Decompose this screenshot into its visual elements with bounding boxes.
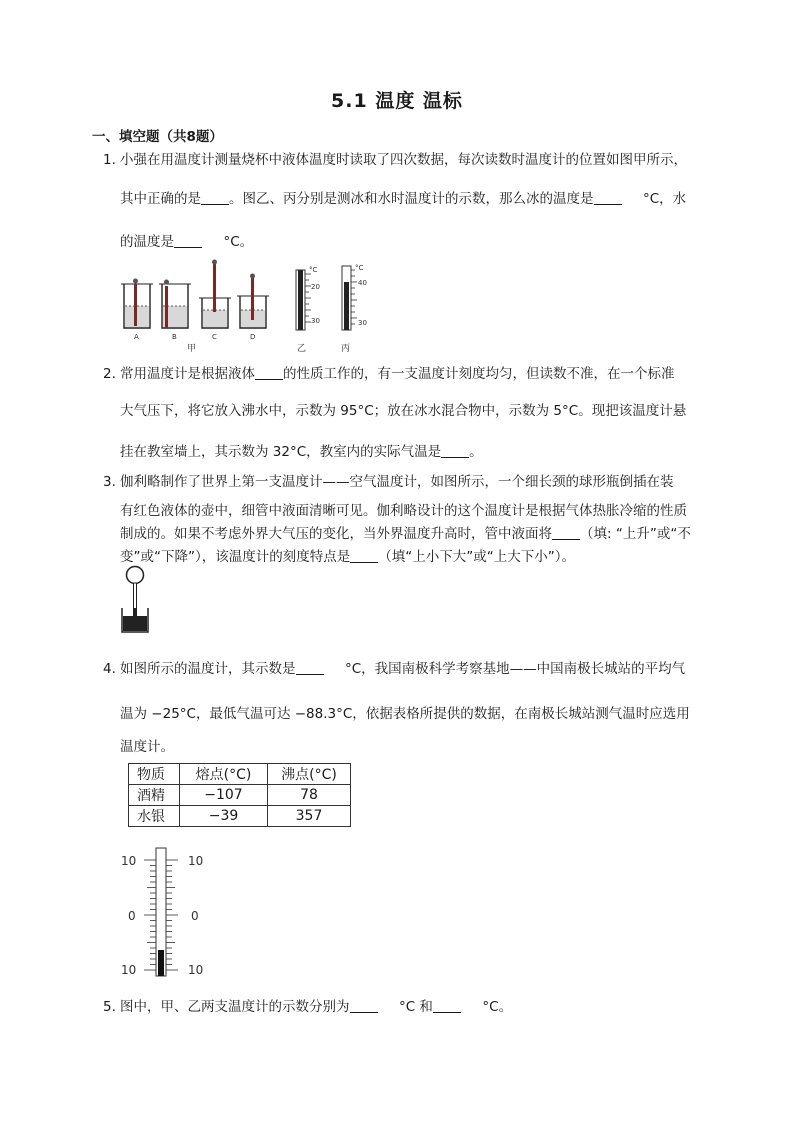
table-cell: 78 (268, 785, 351, 806)
question-5-number: 5. (103, 999, 116, 1015)
thermometer-yi-unit: °C (309, 266, 318, 274)
answer-blank[interactable] (174, 233, 202, 248)
question-3-line-1: 3. 伽利略制作了世界上第一支温度计——空气温度计，如图所示，一个细长颈的球形瓶倒插在装 (103, 474, 674, 490)
beaker-label-b: B (172, 333, 177, 341)
table-cell: 酒精 (129, 785, 180, 806)
table-cell: 水银 (129, 806, 180, 827)
answer-blank[interactable] (594, 190, 622, 205)
figure-label-jia: 甲 (187, 344, 197, 354)
figure-label-bing: 丙 (341, 344, 351, 354)
question-4-line-3: 温度计。 (120, 739, 174, 755)
question-1-line-2: 其中正确的是 。图乙、丙分别是测冰和水时温度计的示数，那么冰的温度是 °C，水 (120, 191, 687, 207)
question-5-line-1: 5. 图中，甲、乙两支温度计的示数分别为 °C 和 °C。 (103, 999, 513, 1015)
question-3-number: 3. (103, 474, 116, 490)
figure-label-yi: 乙 (297, 344, 307, 354)
beaker-label-a: A (134, 333, 139, 341)
answer-blank[interactable] (296, 660, 324, 675)
question-1-line-3: 的温度是 °C。 (120, 234, 254, 250)
section-heading: 一、填空题（共8题） (92, 129, 223, 145)
answer-blank[interactable] (255, 365, 283, 380)
question-4-line-2: 温为 −25°C，最低气温可达 −88.3°C，依据表格所提供的数据，在南极长城站测气温时应选用 (120, 706, 690, 722)
answer-blank[interactable] (441, 443, 469, 458)
table-cell: −107 (180, 785, 268, 806)
page-title: 5.1 温度 温标 (331, 90, 463, 112)
answer-blank[interactable] (552, 525, 580, 540)
thermometer-bing-tick-40: 40 (358, 279, 367, 287)
question-4-number: 4. (103, 661, 116, 677)
scale-right-top: 10 (188, 854, 204, 868)
question-1-line-1: 1. 小强在用温度计测量烧杯中液体温度时读取了四次数据，每次读数时温度计的位置如图甲所示， (103, 152, 687, 168)
question-2-line-2: 大气压下，将它放入沸水中，示数为 95°C；放在冰水混合物中，示数为 5°C。现把该温度计悬 (120, 403, 687, 419)
table-header: 物质 (129, 764, 180, 785)
scale-right-bottom: 10 (188, 963, 204, 977)
beaker-c (199, 260, 231, 329)
beaker-figure-jia (118, 258, 278, 353)
thermometer-scale-figure (118, 846, 208, 980)
answer-blank[interactable] (350, 998, 378, 1013)
thermometer-yi-tick-30: 30 (311, 317, 320, 325)
beaker-d (237, 274, 269, 329)
table-header: 熔点(°C) (180, 764, 268, 785)
answer-blank[interactable] (201, 190, 229, 205)
table-row (129, 785, 351, 806)
thermometer-bing-unit: °C (355, 264, 364, 272)
table-cell: −39 (180, 806, 268, 827)
table-cell: 357 (268, 806, 351, 827)
thermometer-yi (287, 262, 327, 354)
answer-blank[interactable] (350, 548, 378, 563)
question-2-line-3: 挂在教室墙上，其示数为 32°C，教室内的实际气温是 。 (120, 444, 483, 460)
answer-blank[interactable] (433, 998, 461, 1013)
scale-right-middle: 0 (191, 909, 199, 923)
question-3-line-2: 有红色液体的壶中，细管中液面清晰可见。伽利略设计的这个温度计是根据气体热胀冷缩的性质 (120, 503, 687, 519)
galileo-thermometer-figure (118, 564, 158, 636)
question-2-number: 2. (103, 366, 116, 382)
scale-left-top: 10 (121, 854, 137, 868)
scale-left-bottom: 10 (121, 963, 137, 977)
beaker-label-d: D (250, 333, 256, 341)
beaker-label-c: C (212, 333, 217, 341)
thermometer-bing-tick-30: 30 (358, 319, 367, 327)
melting-boiling-point-table (128, 763, 351, 827)
question-2-line-1: 2. 常用温度计是根据液体 的性质工作的，有一支温度计刻度均匀，但读数不准，在一个标准 (103, 366, 675, 382)
question-3-line-3: 制成的。如果不考虑外界大气压的变化，当外界温度升高时，管中液面将 （填: “上升”或“不 (120, 526, 691, 542)
question-3-line-4: 变”或“下降”），该温度计的刻度特点是 （填“上小下大”或“上大下小”）。 (120, 549, 575, 565)
question-1-number: 1. (103, 152, 116, 168)
table-header-row (129, 764, 351, 785)
beaker-a (121, 279, 153, 329)
question-4-line-1: 4. 如图所示的温度计，其示数是 °C，我国南极科学考察基地——中国南极长城站的平均气 (103, 661, 686, 677)
beaker-b (159, 280, 191, 329)
thermometer-bing (333, 262, 373, 354)
table-header: 沸点(°C) (268, 764, 351, 785)
thermometer-yi-tick-20: 20 (311, 283, 320, 291)
table-row (129, 806, 351, 827)
scale-left-middle: 0 (128, 909, 136, 923)
